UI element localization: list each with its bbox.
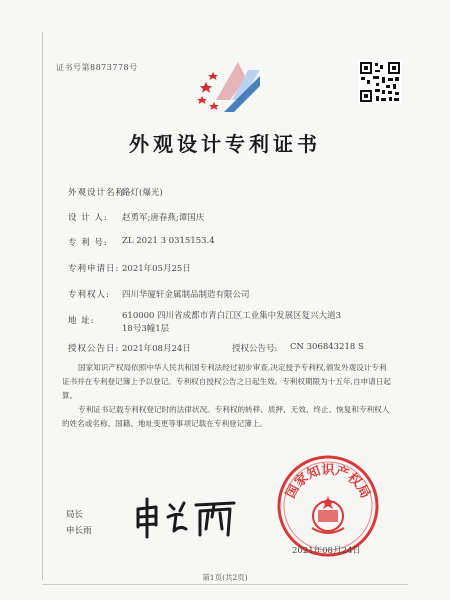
grant-date-label: 授权公告日: [68, 344, 120, 354]
body-paragraph-1: 国家知识产权局依照中华人民共和国专利法经过初步审查,决定授予专利权,颁发外观设计专利证书并在专利登记簿上予以登记。专利权自授权公告之日起生效。专利权期限为十五年,自申请日起算。 [62, 363, 391, 400]
cnipa-logo-icon [196, 56, 268, 118]
application-date-value: 2021年05月25日 [122, 264, 191, 274]
director-name: 申长雨 [66, 526, 92, 536]
grant-date-value: 2021年08月24日 [122, 344, 191, 354]
patent-number-value: ZL 2021 3 0315153.4 [122, 236, 215, 246]
qr-code-icon [358, 60, 402, 104]
address-label: 地 址: [68, 316, 95, 326]
patentee-label: 专利权人: [68, 290, 110, 300]
seal-date: 2021年08月24日 [292, 546, 361, 556]
application-date-label: 专利申请日: [68, 264, 120, 274]
designer-label: 设 计 人: [68, 213, 108, 223]
patent-number-label: 专 利 号: [68, 238, 108, 248]
certificate-number: 证书号第8873778号 [56, 63, 138, 72]
official-seal [276, 454, 380, 558]
design-name-value: 路灯(爆光) [122, 188, 163, 198]
grant-number-value: CN 306843218 S [290, 342, 364, 352]
handwritten-signature [130, 495, 240, 541]
patentee-value: 四川华厦轩金属制品制造有限公司 [122, 290, 250, 300]
address-line-1: 610000 四川省成都市青白江区工业集中发展区复兴大道3 [122, 311, 342, 321]
address-line-2: 18号3幢1层 [122, 324, 170, 334]
grant-number-label: 授权公告号: [232, 344, 278, 354]
body-paragraph-2: 专利证书记载专利权登记时的法律状况。专利权的转移、质押、无效、终止、恢复和专利权人的姓名或名称、国籍、地址变更等事项记载在专利登记簿上。 [62, 405, 390, 428]
bottom-divider [42, 584, 408, 585]
page-indicator: 第1页(共2页) [202, 573, 248, 582]
director-title: 局长 [66, 510, 84, 520]
design-name-label: 外观设计名称: [68, 188, 129, 198]
designer-value: 赵勇军;唐春燕;谭国庆 [122, 213, 205, 223]
certificate-title: 外观设计专利证书 [129, 132, 321, 156]
address-value [122, 310, 362, 336]
seal-arc-text: 国家知识产权局 [283, 463, 373, 501]
